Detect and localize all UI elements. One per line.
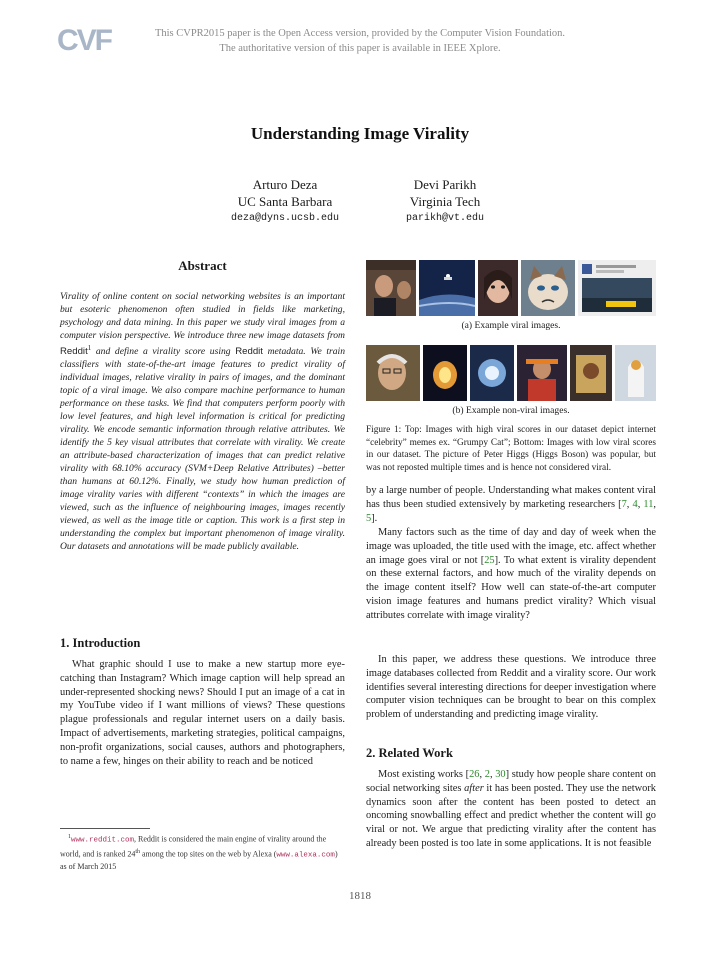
non-viral-images-row [366, 345, 656, 401]
abstract-text: and define a virality score using [91, 346, 236, 358]
reddit-link[interactable]: www.reddit.com [71, 836, 135, 845]
footnote-text: among the top sites on the web by Alexa ( [140, 849, 277, 859]
figure-subcaption-a: (a) Example viral images. [461, 320, 561, 331]
cvf-logo [55, 20, 115, 56]
svg-text:CVF: CVF [57, 24, 111, 56]
citation[interactable]: 7 [621, 498, 627, 510]
right-paragraph-3: In this paper, we address these questions. We introduce three image databases collected from Reddit and a virality score. Our work identifies several interesting directions for deeper investigation where computer vision techniques can be brought to bear on this complex problem of understanding and predicting image virality. [366, 654, 656, 721]
body-text: by a large number of people. Understanding what makes content viral has thus been studied extensively by marketing researchers [ [366, 485, 656, 510]
citation[interactable]: 5 [366, 512, 372, 524]
emphasis-after: after [464, 782, 484, 794]
author-block-1 [210, 176, 360, 227]
viral-image-2 [419, 260, 475, 316]
figure-subcaption-b: (b) Example non-viral images. [452, 405, 570, 416]
section-heading-introduction: 1. Introduction [60, 636, 141, 650]
author-block-2 [375, 176, 515, 227]
footnote-mark[interactable]: 1 [87, 344, 92, 352]
notice-line-1: This CVPR2015 paper is the Open Access version, provided by the Computer Vision Foundation. [154, 28, 566, 39]
right-paragraph-2 [366, 526, 656, 623]
non-viral-image-1-peter-higgs [366, 345, 420, 401]
viral-images-row [366, 260, 656, 316]
paper-title: Understanding Image Virality [250, 124, 470, 143]
viral-image-1 [366, 260, 416, 316]
footnote-text: , Reddit is considered the main engine of virality around the world, and is ranked 24 [60, 834, 327, 859]
viral-image-5-social-post [578, 260, 656, 316]
body-text: Many factors such as the time of day and day of week when the image was uploaded, the title used with the image, etc. affect whether an image goes viral or not [ [366, 527, 656, 566]
abstract-heading: Abstract [178, 258, 227, 273]
citation[interactable]: 2 [484, 769, 490, 780]
figure-caption: Figure 1: Top: Images with high viral scores in our dataset depict internet “celebrity” memes ex. “Grumpy Cat”; Bottom: Images with low viral scores in our dataset. The picture of Peter Higgs (Higgs Boson) was popular, but was not reposted multiple times and is hence not considered viral. [366, 425, 656, 473]
non-viral-image-3 [470, 345, 514, 401]
citation[interactable]: 30 [495, 769, 506, 780]
citation[interactable]: 26 [469, 769, 480, 780]
author-name: Arturo Deza [252, 177, 318, 192]
page-number: 1818 [349, 890, 371, 902]
citation[interactable]: 11 [643, 498, 654, 510]
non-viral-image-5 [570, 345, 612, 401]
footnote-text: ) as of March 2015 [60, 849, 338, 872]
citation[interactable]: 4 [632, 498, 638, 510]
citation[interactable]: 25 [484, 554, 495, 566]
author-affiliation: UC Santa Barbara [237, 194, 333, 209]
footnote-mark: 1 [68, 834, 71, 840]
body-text: Most existing works [ [378, 769, 470, 780]
alexa-link[interactable]: www.alexa.com [276, 851, 335, 860]
abstract-text: metadata. We train classifiers with state-of-the-art image features to predict virality of individual images, relative virality in pairs of images, and the dominant topic of a viral image. We also compare machine performance to human performance on these tasks. We find that computers perform poorly with low level features, and high level information is critical for predicting virality. We encode semantic information through relative attributes. We identify the 5 key visual attributes that correlate with virality. We create an attribute-based characterization of images that can predict relative virality with 68.10% accuracy (SVM+Deep Relative Attributes) –better than humans at 60.12%. Finally, we study how human prediction of image virality varies with different “contexts” in which the images are viewed, such as the influence of neighbouring images, images recently viewed, as well as the image title or caption. This work is a first step in understanding the complex but important phenomenon of image virality. Our datasets and annotations will be made publicly available. [60, 346, 346, 553]
non-viral-image-2 [423, 345, 467, 401]
body-text: it has been posted. They use the network dynamics soon after the content has been posted to detect an oncoming snowballing effect and predict whether the content will go viral or not. We argue that predicting virality after the content has already been posted is too late in some applications. It is not feasible [366, 782, 656, 849]
footnote [60, 832, 345, 872]
introduction-body: What graphic should I use to make a new startup more eye-catching than Instagram? Which image caption will help spread an under-represented shocking news? Should I put an image of a cat in my YouTube video if I want millions of views? These questions plague professionals and regular internet users on a daily basis. Impact of advertisements, marketing strategies, political campaigns, non-profit organizations, social causes, authors and photographers, to name a few, hinges on their ability to reach and be noticed [60, 659, 345, 767]
footnote-sup: th [135, 848, 140, 855]
open-access-notice [130, 26, 590, 56]
reddit-word: Reddit [235, 346, 263, 358]
reddit-word: Reddit [60, 346, 88, 358]
body-text: ] study how people share content on social networking sites [366, 769, 657, 794]
abstract-body [60, 290, 345, 553]
section-heading-related-work: 2. Related Work [366, 746, 453, 760]
right-paragraph-1: by a large number of people. Understanding what makes content viral has thus been studied extensively by marketing researchers [7, 4, 11, 5]. [366, 485, 657, 524]
viral-image-3 [478, 260, 518, 316]
non-viral-image-6 [615, 345, 656, 401]
author-email[interactable]: parikh@vt.edu [405, 213, 484, 224]
body-text: ]. To what extent is virality dependent on these external factors, and how much of the virality depends on the image content itself? How well can state-of-the-art computer vision image features and humans predict virality? Which visual attributes correlate with image virality? [366, 554, 656, 621]
author-email[interactable]: deza@dyns.ucsb.edu [230, 213, 340, 224]
body-text: ]. [371, 512, 378, 524]
viral-image-4-grumpy-cat [521, 260, 575, 316]
notice-line-2: The authoritative version of this paper is available in IEEE Xplore. [219, 43, 501, 54]
abstract-text: Virality of online content on social networking websites is an important but esoteric phenomenon often studied in fields like marketing, psychology and data mining. In this paper we study viral images from a computer vision perspective. We introduce three new image datasets from [60, 291, 345, 341]
non-viral-image-4 [517, 345, 567, 401]
author-affiliation: Virginia Tech [409, 194, 481, 209]
footnote-divider [60, 828, 150, 829]
related-work-body: Most existing works [26, 2, 30] study how people share content on social networking sites after it has been posted. They use the network dynamics soon after the content has been posted to detect an oncoming snowballing effect and predict whether the content will go viral or not. We argue that predicting virality after the content has already been posted is too late in some applications. It is not feasible [366, 769, 657, 849]
author-name: Devi Parikh [413, 177, 477, 192]
